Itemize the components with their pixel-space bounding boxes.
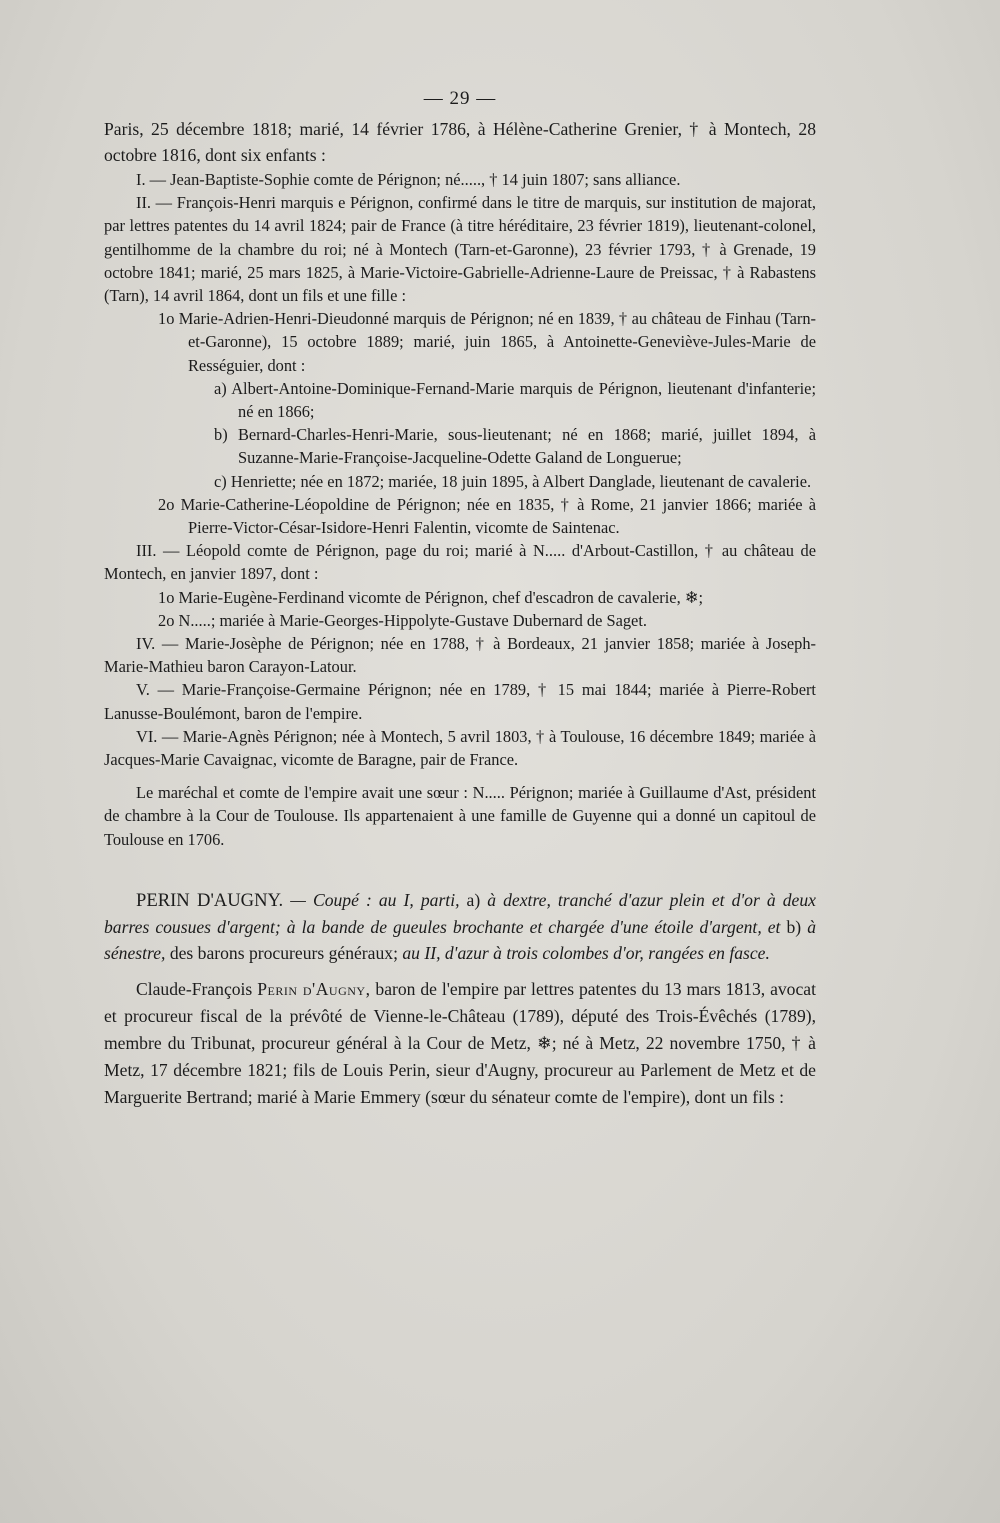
blazon-marker: b) [786,916,802,937]
paragraph: Paris, 25 décembre 1818; marié, 14 février 1786, à Hélène-Catherine Grenier, † à Montech, 28 octobre 1816, dont six enfants : [104,119,816,165]
list-item: 1o Marie-Adrien-Henri-Dieudonné marquis de Pérignon; né en 1839, † au château de Finhau (Tarn-et-Garonne), 15 octobre 1889; marié, juin 1865, à Antoinette-Geneviève-Jules-Marie de Rességuier, dont : [158,309,816,375]
paragraph: III. — Léopold comte de Pérignon, page du roi; marié à N..... d'Arbout-Castillon, † au château de Montech, en janvier 1897, dont : [104,541,816,584]
page-content [104,88,816,1111]
perin-paragraph [104,976,816,1111]
entry-name: PERIN D'AUGNY. [136,889,284,911]
blazon-text: — Coupé : au I, parti, [290,889,460,910]
paragraph: II. — François-Henri marquis e Pérignon, confirmé dans le titre de marquis, sur institution de majorat, par lettres patentes du 14 avril 1824; pair de France (à titre héréditaire, 23 février 1819), lieutenant-colonel, gentilhomme de la chambre du roi; né à Montech (Tarn-et-Garonne), 23 février 1793, † à Grenade, 19 octobre 1841; marié, 25 mars 1825, à Marie-Victoire-Gabrielle-Adrienne-Laure de Preissac, † à Rabastens (Tarn), 14 avril 1864, dont un fils et une fille : [104,193,816,306]
blazon-text: au II, d'azur à trois colombes d'or, rangées en fasce. [402,942,770,963]
paragraph: VI. — Marie-Agnès Pérignon; née à Montech, 5 avril 1803, † à Toulouse, 16 décembre 1849; mariée à Jacques-Marie Cavaignac, vicomte de Baragne, pair de France. [104,726,816,770]
person-name: Perin d'Augny, [257,978,371,999]
paragraph: Le maréchal et comte de l'empire avait une sœur : N..... Pérignon; mariée à Guillaume d'Ast, président de chambre à la Cour de Toulouse. Ils appartenaient à une famille de Guyenne qui a donné un capitoul de Toulouse en 1706. [104,783,816,849]
person-lead: Claude-François [136,978,253,999]
list-item: 1o Marie-Eugène-Ferdinand vicomte de Pérignon, chef d'escadron de cavalerie, ❄; [158,587,704,607]
paragraph: IV. — Marie-Josèphe de Pérignon; née en 1788, † à Bordeaux, 21 janvier 1858; mariée à Joseph-Marie-Mathieu baron Carayon-Latour. [104,634,816,677]
list-item: a) Albert-Antoine-Dominique-Fernand-Marie marquis de Pérignon, lieutenant d'infanterie; né en 1866; [214,378,816,422]
list-item: 2o N.....; mariée à Marie-Georges-Hippolyte-Gustave Dubernard de Saget. [158,610,647,630]
person-text: baron de l'empire par lettres patentes du 13 mars 1813, avocat et procureur fiscal de la prévôté de Vienne-le-Château (1789), député des Trois-Évêchés (1789), membre du Tribunat, procureur général à la Cour de Metz, ❄; né à Metz, 22 novembre 1750, † à Metz, 17 décembre 1821; fils de Louis Perin, sieur d'Augny, procureur au Parlement de Metz et de Marguerite Bertrand; marié à Marie Emmery (sœur du sénateur comte de l'empire), dont un fils : [104,978,816,1107]
blazon-text: des barons procureurs généraux; [169,942,398,963]
blazon-text: à sénestre, [104,916,816,963]
list-item: c) Henriette; née en 1872; mariée, 18 juin 1895, à Albert Danglade, lieutenant de cavalerie. [214,471,812,491]
perin-heading [104,887,816,966]
blazon-text: à dextre, tranché d'azur plein et d'or à deux barres cousues d'argent; à la bande de gueules brochante et chargée d'une étoile d'argent, et [104,889,816,937]
list-item: 2o Marie-Catherine-Léopoldine de Pérignon; née en 1835, † à Rome, 21 janvier 1866; mariée à Pierre-Victor-César-Isidore-Henri Falentin, vicomte de Saintenac. [158,494,816,538]
list-item: b) Bernard-Charles-Henri-Marie, sous-lieutenant; né en 1868; marié, juillet 1894, à Suzanne-Marie-Françoise-Jacqueline-Odette Galand de Longuerue; [214,425,816,468]
paragraph: V. — Marie-Françoise-Germaine Pérignon; née en 1789, † 15 mai 1844; mariée à Pierre-Robert Lanusse-Boulémont, baron de l'empire. [104,680,816,723]
page-number: — 29 — [423,88,497,109]
blazon-marker: a) [466,889,481,910]
paragraph: I. — Jean-Baptiste-Sophie comte de Pérignon; né....., † 14 juin 1807; sans alliance. [136,170,681,189]
